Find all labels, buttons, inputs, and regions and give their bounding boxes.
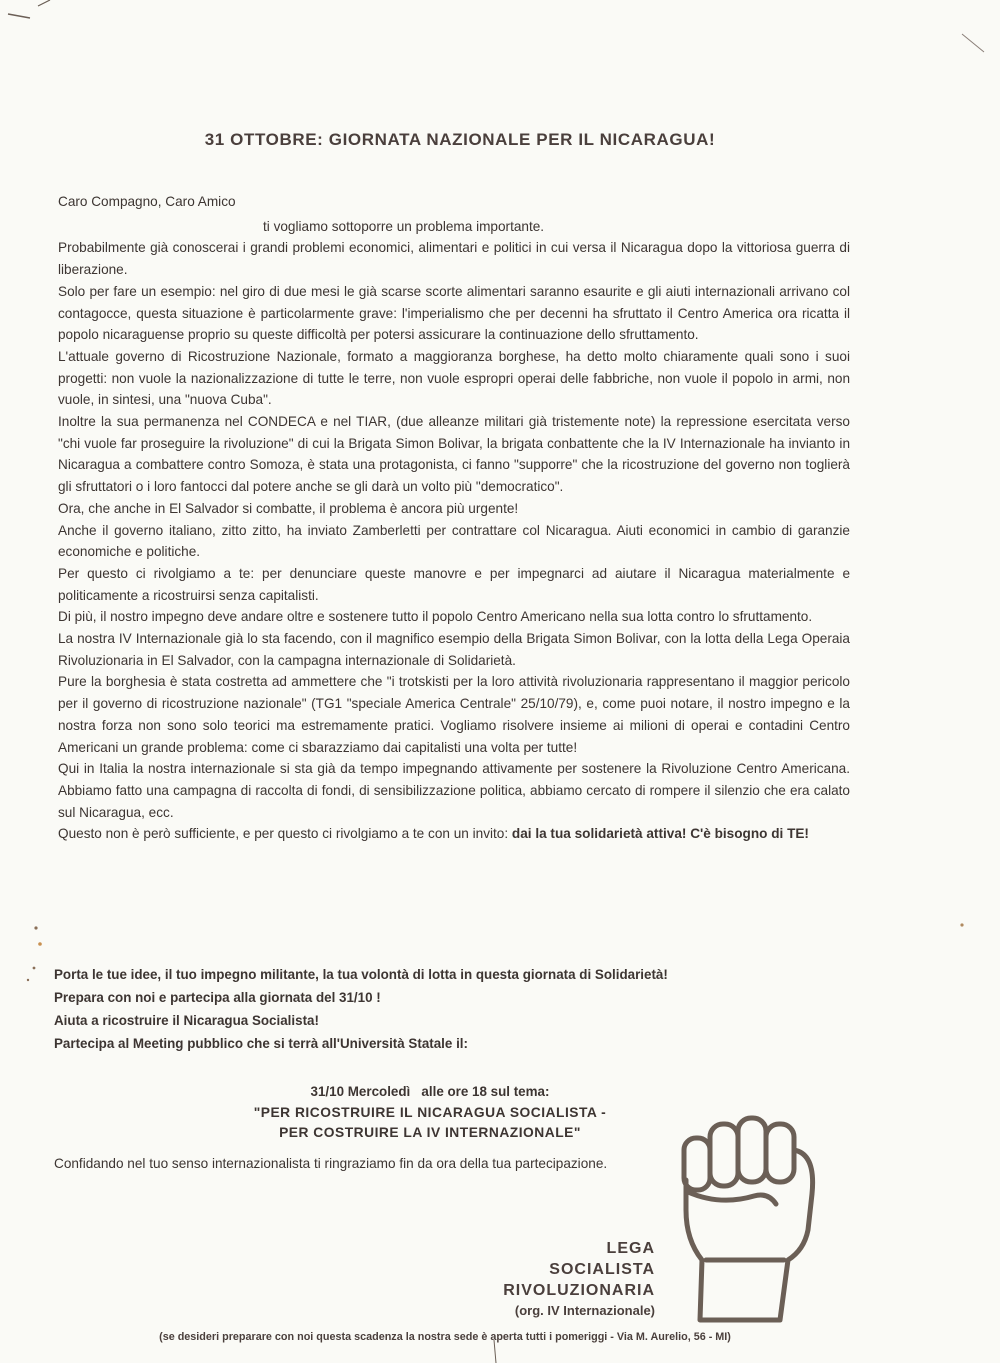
paragraph: Anche il governo italiano, zitto zitto, ha inviato Zamberletti per contrattare col Nicaragua. Aiuti economici in cambio di garanzie economiche e politiche. (58, 522, 850, 560)
paragraph-intro: ti vogliamo sottoporre un problema importante. (263, 218, 545, 234)
closing-line: Confidando nel tuo senso internazionalista ti ringraziamo fin da ora della tua partecipazione. (54, 1156, 608, 1171)
meeting-topic-line-2: PER COSTRUIRE LA IV INTERNAZIONALE" (279, 1125, 581, 1140)
calls-to-action (54, 967, 854, 1059)
signature-line-4: (org. IV Internazionale) (514, 1303, 655, 1318)
meeting-announcement (180, 1084, 680, 1143)
paragraph: Ora, che anche in El Salvador si combatte, il problema è ancora più urgente! (58, 500, 519, 516)
invite-bold-text: dai la tua solidarietà attiva! C'è bisogno di TE! (511, 826, 809, 842)
paragraph: Qui in Italia la nostra internazionale si sta già da tempo impegnando attivamente per sostenere la Rivoluzione Centro Americana. Abbiamo fatto una campagna di raccolta di fondi, di sensibilizzazione politica, abbiamo cercato di rompere il silenzio che era calato sul Nicaragua, ecc. (58, 761, 850, 820)
footnote: (se desideri preparare con noi questa scadenza la nostra sede è aperta tutti i pomeriggi - Via M. Aurelio, 56 - MI) (159, 1331, 731, 1343)
paragraph: Per questo ci rivolgiamo a te: per denunciare queste manovre e per impegnarci ad aiutare il Nicaragua materialmente e politicamente a ricostruirsi senza capitalisti. (58, 565, 850, 603)
cta-item: Prepara con noi e partecipa alla giornata del 31/10 ! (54, 990, 381, 1005)
meeting-topic-line-1: "PER RICOSTRUIRE IL NICARAGUA SOCIALISTA - (253, 1105, 607, 1120)
paragraph: Solo per fare un esempio: nel giro di due mesi le già scarse scorte alimentari saranno esaurite e gli aiuti internazionali arrivano col contagocce, questa situazione è particolarmente grave: l'imperialismo che per decenni ha sfruttato il Centro America ora ricatta il popolo nicaraguense proprio su queste difficoltà per potersi assicurare la continuazione dello sfruttamento. (58, 283, 850, 343)
paragraph: Inoltre la sua permanenza nel CONDECA e nel TIAR, (due alleanze militari già tristemente note) la repressione esercitata verso "chi vuole far proseguire la rivoluzione" di cui la Brigata Simon Bolivar, la brigata conbattente che la IV Internazionale ha invianto in Nicaragua a combattere contro Somoza, è stata una protagonista, ci fanno "supporre" che la ricostruzione del governo non toglierà gli sfruttatori o i loro fantocci dal potere anche se gli darà un volto più "democratico". (58, 414, 850, 495)
signature-line-1: LEGA (606, 1240, 655, 1257)
paragraph: L'attuale governo di Ricostruzione Nazionale, formato a maggioranza borghese, ha detto molto chiaramente quali sono i suoi progetti: non vuole la nazionalizzazione di tutte le terre, non vuole espropri operai delle fabbriche, non vuole il popolo in armi, non vuole, in sintesi, una "nuova Cuba". (58, 348, 850, 408)
paragraph: Probabilmente già conoscerai i grandi problemi economici, alimentari e politici in cui versa il Nicaragua dopo la vittoriosa guerra di liberazione. (58, 240, 850, 278)
cta-item: Aiuta a ricostruire il Nicaragua Socialista! (54, 1013, 319, 1028)
paragraph: La nostra IV Internazionale già lo sta facendo, con il magnifico esempio della Brigata Simon Bolivar, con la lotta della Lega Operaia Rivoluzionaria in El Salvador, con la campagna internazionale di Solidarietà. (58, 631, 850, 668)
cta-item: Partecipa al Meeting pubblico che si terrà all'Università Statale il: (54, 1036, 468, 1051)
signature-line-3: RIVOLUZIONARIA (503, 1282, 655, 1299)
greeting: Caro Compagno, Caro Amico (58, 194, 236, 209)
page-title: 31 OTTOBRE: GIORNATA NAZIONALE PER IL NICARAGUA! (204, 130, 716, 149)
invite-text: Questo non è però sufficiente, e per questo ci rivolgiamo a te con un invito: (58, 826, 512, 842)
meeting-when: 31/10 Mercoledì alle ore 18 sul tema: (310, 1084, 550, 1099)
paragraph: Di più, il nostro impegno deve andare oltre e sostenere tutto il popolo Centro Americano nella sua lotta contro lo sfruttamento. (58, 609, 813, 625)
signature-block (503, 1238, 655, 1321)
signature-line-2: SOCIALISTA (549, 1261, 655, 1278)
paragraph-invite (58, 823, 850, 845)
raised-fist-icon (680, 1110, 820, 1325)
paragraph: Pure la borghesia è stata costretta ad ammettere che "i trotskisti per la loro attività rivoluzionaria rappresentano il maggior pericolo per il governo di ricostruzione nazionale" (TG1 "speciale America Centrale" 25/10/79), e, come puoi notare, il nostro impegno e la nostra forza non sono solo teorici ma estremamente pratici. Vogliamo risolvere insieme ai milioni di operai e contadini Centro Americani un grande problema: come ci sbarazziamo dai capitalisti una volta per tutte! (58, 674, 850, 755)
letter-body (58, 191, 850, 845)
cta-item: Porta le tue idee, il tuo impegno militante, la tua volontà di lotta in questa giornata di Solidarietà! (54, 967, 668, 982)
